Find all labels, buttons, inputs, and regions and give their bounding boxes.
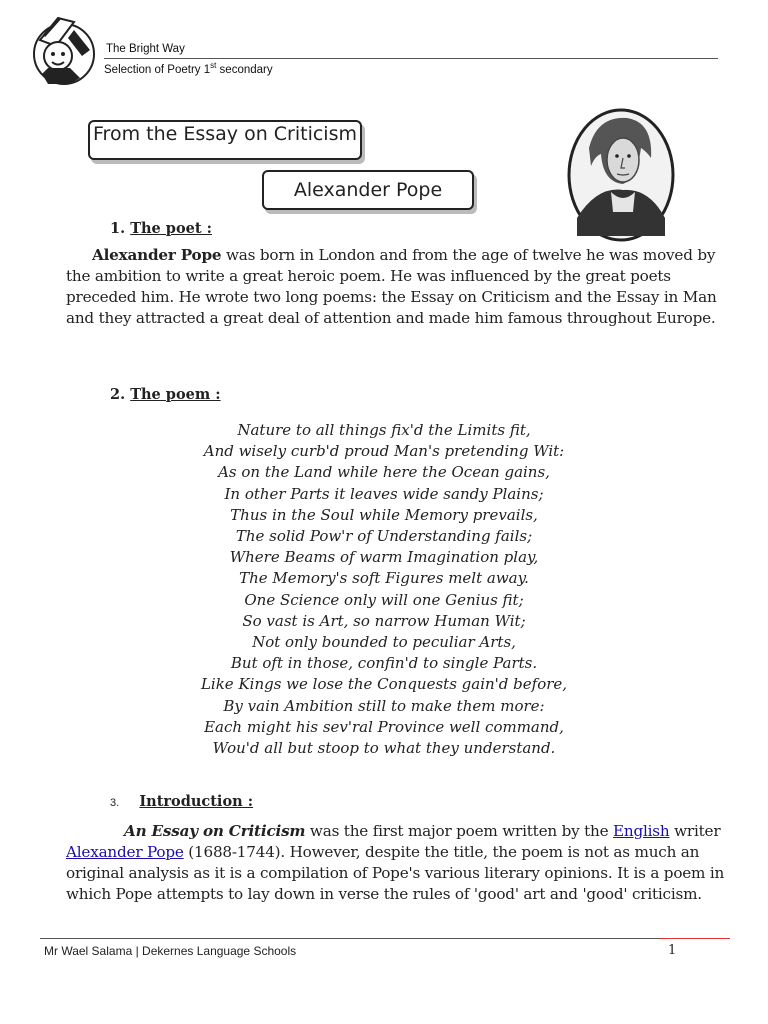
page-number: 1 [668, 943, 677, 958]
section-heading-introduction: 3. Introduction : [110, 793, 254, 810]
pope-portrait [567, 108, 675, 242]
footer-author: Mr Wael Salama | Dekernes Language Schools [44, 944, 297, 958]
footer-rule [40, 938, 660, 939]
author-title-box: Alexander Pope [262, 170, 474, 210]
school-logo [30, 10, 100, 88]
section-heading-poem: 2. The poem : [110, 386, 221, 403]
essay-title-box: From the Essay on Criticism [88, 120, 362, 160]
poem-line: The solid Pow'r of Understanding fails; [235, 527, 533, 546]
poem-line: As on the Land while here the Ocean gains, [218, 463, 550, 482]
poem-line: Not only bounded to peculiar Arts, [252, 633, 516, 652]
poem-line: By vain Ambition still to make them more: [223, 696, 545, 715]
header-rule [104, 58, 718, 59]
header-title: The Bright Way [106, 43, 185, 55]
poem-line: So vast is Art, so narrow Human Wit; [242, 611, 526, 630]
poem-line: Like Kings we lose the Conquests gain'd before, [200, 675, 568, 694]
english-link[interactable]: English [613, 822, 670, 840]
header-subtitle: Selection of Poetry 1st secondary [104, 61, 273, 76]
alexander-pope-link[interactable]: Alexander Pope [66, 843, 184, 861]
poem-line: One Science only will one Genius fit; [244, 590, 524, 609]
poem-line: Thus in the Soul while Memory prevails, [230, 505, 538, 524]
poem-line: In other Parts it leaves wide sandy Plains; [224, 484, 544, 503]
poem-line: Nature to all things fix'd the Limits fit, [237, 421, 531, 439]
introduction-paragraph: An Essay on Criticism was the first major poem written by the English writer Alexander Pope (1688-1744). However, despite the title, the poem is not as much an original analysis as it is a compilation of Pope's various literary opinions. It is a poem in which Pope attempts to lay down in verse the rules of 'good' art and 'good' criticism. [66, 822, 725, 903]
poem-line: Wou'd all but stoop to what they understand. [212, 739, 556, 758]
poem-line: And wisely curb'd proud Man's pretending Wit: [203, 442, 565, 461]
poem-line: The Memory's soft Figures melt away. [239, 569, 529, 588]
poem-excerpt [134, 420, 634, 759]
footer-accent-rule [660, 938, 730, 939]
poem-line: Each might his sev'ral Province well command, [204, 717, 564, 736]
poet-paragraph: Alexander Pope was born in London and from the age of twelve he was moved by the ambition to write a great heroic poem. He was influenced by the great poets preceded him. He wrote two long poems: the Essay on Criticism and the Essay in Man and they attracted a great deal of attention and made him famous throughout Europe. [66, 246, 717, 327]
poem-line: Where Beams of warm Imagination play, [229, 548, 539, 567]
section-heading-poet: 1. The poet : [110, 220, 212, 237]
poem-line: But oft in those, confin'd to single Parts. [230, 654, 538, 673]
